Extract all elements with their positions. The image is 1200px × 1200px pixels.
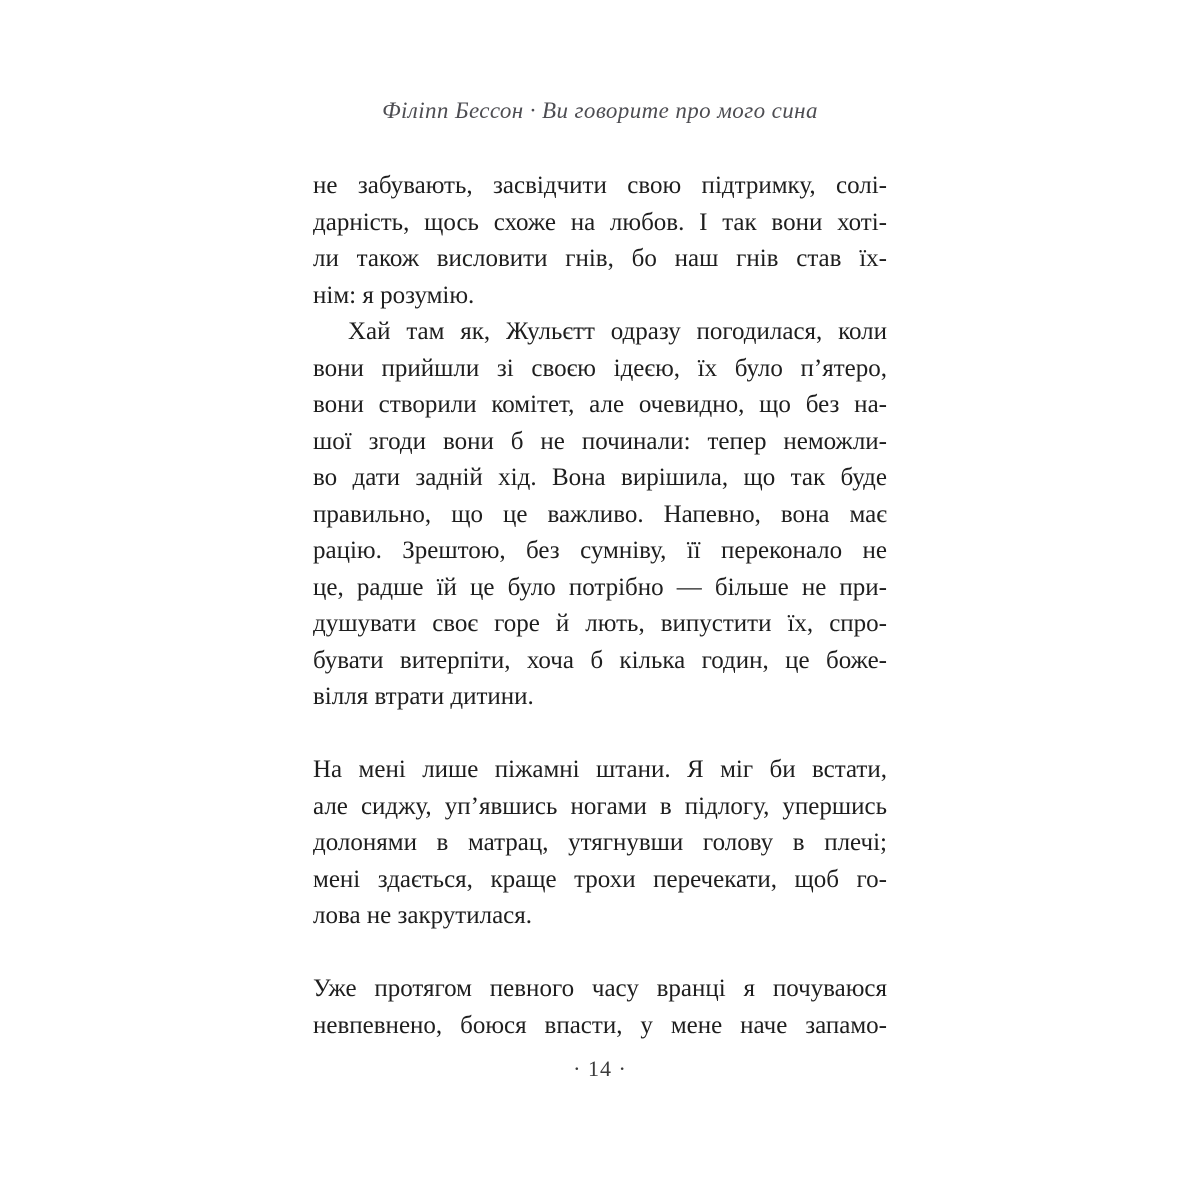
- text-line: На мені лише піжамні штани. Я міг би встати,: [313, 756, 887, 783]
- text-line: дарність, щось схоже на любов. І так вони хоті-: [313, 208, 887, 236]
- running-header: Філіпп Бессон · Ви говорите про мого сина: [382, 98, 818, 123]
- paragraph: [313, 168, 887, 314]
- paragraph: [313, 971, 887, 1044]
- text-line: во дати задній хід. Вона вирішила, що так буде: [313, 464, 887, 491]
- text-line: але сиджу, уп’явшись ногами в підлогу, упершись: [313, 792, 887, 820]
- paragraph: [313, 314, 887, 716]
- text-line: рацію. Зрештою, без сумніву, її переконало не: [313, 537, 887, 564]
- text-line: вони створили комітет, але очевидно, що без на-: [313, 391, 887, 418]
- text-line: лова не закрутилася.: [313, 902, 533, 929]
- text-line: не забувають, засвідчити свою підтримку, солі-: [313, 172, 887, 199]
- text-line: ли також висловити гнів, бо наш гнів став їх-: [313, 245, 887, 272]
- text-line: шої згоди вони б не починали: тепер неможли-: [313, 427, 887, 455]
- text-block: [313, 168, 887, 1044]
- text-line: долонями в матрац, утягнувши голову в плечі;: [313, 829, 887, 856]
- text-line: Хай там як, Жульєтт одразу погодилася, коли: [348, 318, 887, 345]
- page-number: · 14 ·: [573, 1056, 627, 1081]
- text-line: це, радше їй це було потрібно — більше не при-: [313, 573, 887, 601]
- text-line: вони прийшли зі своєю ідеєю, їх було п’ятеро,: [313, 354, 887, 382]
- text-line: Уже протягом певного часу вранці я почуваюся: [313, 975, 887, 1002]
- text-line: невпевнено, боюся впасти, у мене наче запамо-: [313, 1011, 887, 1039]
- text-line: вілля втрати дитини.: [313, 683, 534, 710]
- text-line: правильно, що це важливо. Напевно, вона має: [313, 500, 887, 528]
- text-line: нім: я розумію.: [313, 281, 475, 309]
- text-line: душувати своє горе й лють, випустити їх, спро-: [313, 610, 887, 637]
- paragraph: [313, 752, 887, 935]
- text-line: бувати витерпіти, хоча б кілька годин, це боже-: [313, 646, 887, 674]
- text-line: мені здається, краще трохи перечекати, щоб го-: [313, 865, 887, 893]
